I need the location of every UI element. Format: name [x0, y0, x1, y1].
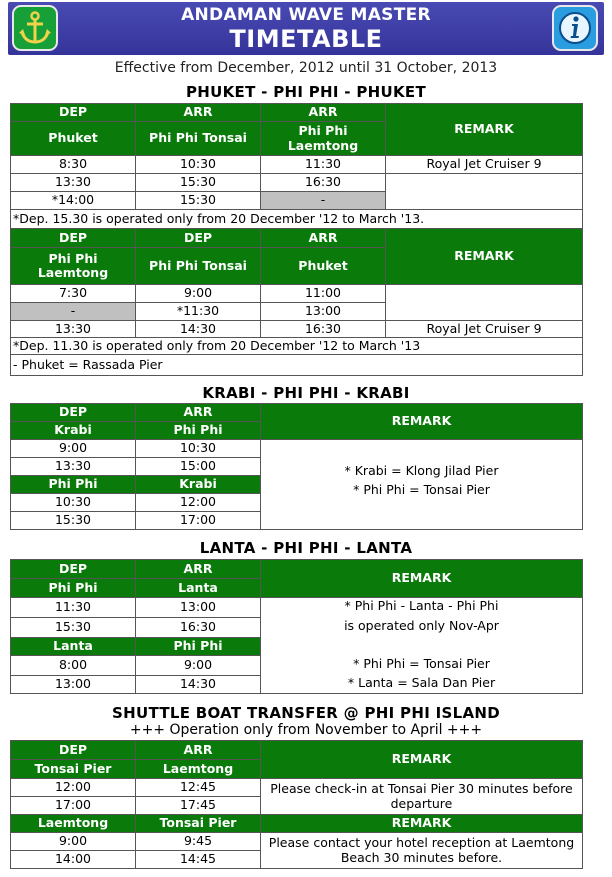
phuket-route-title: PHUKET - PHI PHI - PHUKET — [186, 83, 426, 101]
time-cell: 9:00 — [135, 655, 260, 675]
time-cell: 9:00 — [10, 832, 135, 850]
time-cell-blank: - — [10, 302, 135, 320]
arr-header: ARR — [135, 740, 260, 759]
time-cell: *11:30 — [135, 302, 260, 320]
remark-line: is operated only Nov-Apr — [344, 618, 499, 633]
time-cell: 15:30 — [10, 617, 135, 637]
arr-header: ARR — [260, 228, 385, 247]
remark-header: REMARK — [385, 103, 582, 155]
remark-cell — [260, 597, 582, 693]
remark-line: * Phi Phi = Tonsai Pier — [353, 656, 490, 671]
dep-header: DEP — [10, 740, 135, 759]
dep-header: DEP — [135, 228, 260, 247]
col-phi-phi-tonsai: Phi Phi Tonsai — [135, 121, 260, 155]
remark-header: REMARK — [385, 228, 582, 284]
remark-cell: Royal Jet Cruiser 9 — [385, 320, 582, 337]
arr-header: ARR — [135, 559, 260, 578]
remark-cell — [385, 284, 582, 320]
info-icon[interactable] — [552, 5, 598, 51]
remark-line: * Phi Phi - Lanta - Phi Phi — [344, 598, 499, 613]
footnote: *Dep. 15.30 is operated only from 20 December '12 to March '13. — [10, 209, 582, 228]
col-phi-phi-laemtong: Phi Phi Laemtong — [260, 121, 385, 155]
time-cell: 13:30 — [10, 457, 135, 475]
time-cell: 15:30 — [135, 191, 260, 209]
remark-cell: Royal Jet Cruiser 9 — [385, 155, 582, 173]
col-tonsai-pier: Tonsai Pier — [135, 814, 260, 832]
col-laemtong: Laemtong — [10, 814, 135, 832]
time-cell: 11:00 — [260, 284, 385, 302]
time-cell: 15:00 — [135, 457, 260, 475]
remark-header: REMARK — [260, 814, 582, 832]
remark-line: * Krabi = Klong Jilad Pier — [344, 463, 499, 479]
time-cell: 15:30 — [135, 173, 260, 191]
time-cell: 12:45 — [135, 778, 260, 796]
time-cell: 9:00 — [135, 284, 260, 302]
remark-cell: Please check-in at Tonsai Pier 30 minutes before departure — [260, 778, 582, 814]
remark-header: REMARK — [260, 403, 582, 439]
col-phi-phi: Phi Phi — [10, 475, 135, 493]
lanta-route-title: LANTA - PHI PHI - LANTA — [199, 539, 413, 557]
time-cell: 17:45 — [135, 796, 260, 814]
time-cell: 8:00 — [10, 655, 135, 675]
footnote: *Dep. 11.30 is operated only from 20 December '12 to March '13 — [10, 337, 582, 354]
time-cell: 10:30 — [135, 155, 260, 173]
time-cell: 16:30 — [135, 617, 260, 637]
time-cell: 12:00 — [10, 778, 135, 796]
time-cell: 14:30 — [135, 675, 260, 693]
remark-header: REMARK — [260, 559, 582, 597]
dep-header: DEP — [10, 403, 135, 421]
col-lanta: Lanta — [10, 637, 135, 655]
col-lanta: Lanta — [135, 578, 260, 597]
time-cell: 14:30 — [135, 320, 260, 337]
header-banner — [8, 2, 604, 55]
time-cell: 11:30 — [260, 155, 385, 173]
remark-cell — [385, 173, 582, 209]
col-phuket: Phuket — [10, 121, 135, 155]
time-cell: 14:00 — [10, 850, 135, 868]
time-cell: 13:00 — [135, 597, 260, 617]
time-cell: 17:00 — [10, 796, 135, 814]
pier-note: - Phuket = Rassada Pier — [10, 354, 582, 375]
col-krabi: Krabi — [135, 475, 260, 493]
time-cell: 9:00 — [10, 439, 135, 457]
col-phi-phi-laemtong: Phi Phi Laemtong — [10, 247, 135, 284]
time-cell: *14:00 — [10, 191, 135, 209]
dep-header: DEP — [10, 559, 135, 578]
dep-header: DEP — [10, 228, 135, 247]
arr-header: ARR — [260, 103, 385, 121]
col-phi-phi-tonsai: Phi Phi Tonsai — [135, 247, 260, 284]
time-cell: 16:30 — [260, 320, 385, 337]
remark-header: REMARK — [260, 740, 582, 778]
col-phi-phi: Phi Phi — [135, 637, 260, 655]
col-tonsai-pier: Tonsai Pier — [10, 759, 135, 778]
time-cell: 9:45 — [135, 832, 260, 850]
arr-header: ARR — [135, 103, 260, 121]
time-cell: 13:00 — [10, 675, 135, 693]
remark-cell — [260, 439, 582, 529]
remark-line: * Phi Phi = Tonsai Pier — [353, 481, 490, 497]
time-cell: 10:30 — [135, 439, 260, 457]
time-cell: 13:00 — [260, 302, 385, 320]
time-cell-blank: - — [260, 191, 385, 209]
time-cell: 15:30 — [10, 511, 135, 529]
remark-cell: Please contact your hotel reception at Laemtong Beach 30 minutes before. — [260, 832, 582, 868]
time-cell: 7:30 — [10, 284, 135, 302]
time-cell: 17:00 — [135, 511, 260, 529]
shuttle-title: SHUTTLE BOAT TRANSFER @ PHI PHI ISLAND — [112, 704, 500, 722]
effective-dates: Effective from December, 2012 until 31 October, 2013 — [114, 60, 498, 76]
time-cell: 8:30 — [10, 155, 135, 173]
dep-header: DEP — [10, 103, 135, 121]
time-cell: 16:30 — [260, 173, 385, 191]
time-cell: 10:30 — [10, 493, 135, 511]
remark-line: * Lanta = Sala Dan Pier — [347, 675, 496, 690]
company-name: ANDAMAN WAVE MASTER — [181, 5, 431, 25]
col-krabi: Krabi — [10, 421, 135, 439]
time-cell: 12:00 — [135, 493, 260, 511]
col-laemtong: Laemtong — [135, 759, 260, 778]
shuttle-subtitle: +++ Operation only from November to April +++ — [129, 722, 483, 738]
col-phi-phi: Phi Phi — [10, 578, 135, 597]
time-cell: 13:30 — [10, 320, 135, 337]
krabi-route-title: KRABI - PHI PHI - KRABI — [202, 384, 410, 402]
col-phuket: Phuket — [260, 247, 385, 284]
time-cell: 13:30 — [10, 173, 135, 191]
col-phi-phi: Phi Phi — [135, 421, 260, 439]
arr-header: ARR — [135, 403, 260, 421]
page-title: TIMETABLE — [229, 25, 383, 53]
time-cell: 11:30 — [10, 597, 135, 617]
time-cell: 14:45 — [135, 850, 260, 868]
